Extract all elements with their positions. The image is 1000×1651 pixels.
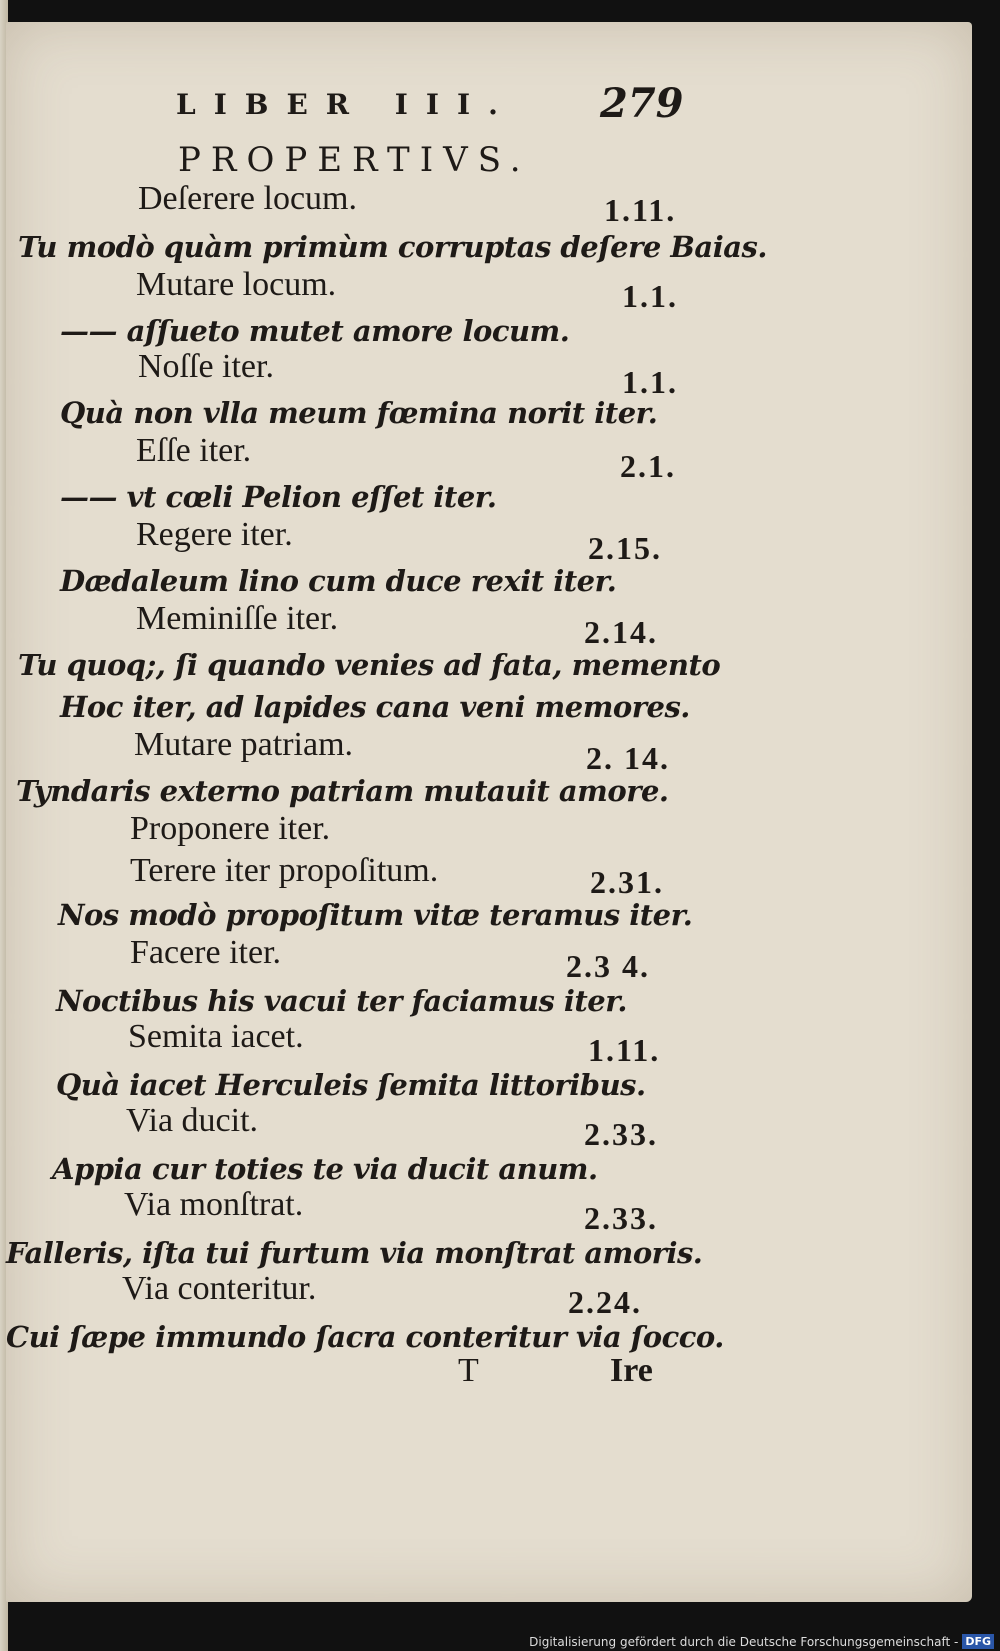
entry-ref: 2.1. — [620, 448, 676, 484]
running-head: LIBER III. — [176, 88, 516, 121]
entry-quote: Nos modò propoſitum vitæ teramus iter. — [58, 898, 693, 932]
entry-quote: Appia cur toties te via ducit anum. — [52, 1152, 598, 1186]
entry-ref: 2.31. — [590, 864, 664, 900]
entry-phrase: Via monſtrat. — [124, 1186, 304, 1223]
entry-ref: 2.15. — [588, 530, 662, 566]
entry-ref: 2. 14. — [586, 740, 670, 776]
entry-phrase: Terere iter propoſitum. — [130, 852, 439, 889]
entry-quote: Tyndaris externo patriam mutauit amore. — [16, 774, 669, 808]
entry-quote: —— aſſueto mutet amore locum. — [60, 314, 570, 348]
entry-ref: 2.14. — [584, 614, 658, 650]
entry-ref: 1.1. — [622, 364, 678, 400]
catchword: Ire — [610, 1352, 653, 1389]
entry-quote: Tu modò quàm primùm corruptas deſere Baias. — [18, 230, 767, 264]
entry-quote: Hoc iter, ad lapides cana veni memores. — [60, 690, 690, 724]
entry-ref: 2.3 4. — [566, 948, 650, 984]
entry-quote: Falleris, iſta tui furtum via monſtrat amoris. — [6, 1236, 703, 1270]
entry-quote: Cui ſæpe immundo ſacra conteritur via ſocco. — [6, 1320, 724, 1354]
signature-mark: T — [458, 1352, 479, 1389]
entry-ref: 2.33. — [584, 1116, 658, 1152]
entry-phrase: Regere iter. — [136, 516, 293, 553]
entry-phrase: Mutare locum. — [136, 266, 337, 303]
dfg-logo: DFG — [962, 1634, 994, 1649]
entry-phrase: Eſſe iter. — [136, 432, 252, 469]
entry-ref: 1.11. — [604, 192, 677, 228]
entry-quote: Dædaleum lino cum duce rexit iter. — [60, 564, 617, 598]
section-title: PROPERTIVS. — [178, 140, 531, 180]
book-page — [6, 22, 972, 1602]
entry-phrase: Via conteritur. — [122, 1270, 317, 1307]
entry-quote: —— vt cœli Pelion eſſet iter. — [60, 480, 497, 514]
entry-ref: 1.1. — [622, 278, 678, 314]
entry-ref: 2.24. — [568, 1284, 642, 1320]
entry-phrase: Semita iacet. — [128, 1018, 304, 1055]
page-number: 279 — [600, 80, 684, 127]
entry-quote: Tu quoq;, ſi quando venies ad fata, memento — [18, 648, 721, 682]
entry-quote: Noctibus his vacui ter faciamus iter. — [56, 984, 627, 1018]
entry-phrase: Via ducit. — [126, 1102, 259, 1139]
entry-quote: Quà non vlla meum fœmina norit iter. — [60, 396, 658, 430]
entry-phrase: Noſſe iter. — [138, 348, 274, 385]
entry-phrase: Meminiſſe iter. — [136, 600, 339, 637]
entry-phrase: Facere iter. — [130, 934, 282, 971]
entry-quote: Quà iacet Herculeis ſemita littoribus. — [56, 1068, 646, 1102]
entry-phrase: Deſerere locum. — [138, 180, 357, 217]
credit-text: Digitalisierung gefördert durch die Deutsche Forschungsgemeinschaft - — [529, 1634, 959, 1649]
entry-ref: 1.11. — [588, 1032, 661, 1068]
digitization-credit — [529, 1634, 994, 1649]
entry-phrase: Proponere iter. — [130, 810, 331, 847]
entry-ref: 2.33. — [584, 1200, 658, 1236]
entry-phrase: Mutare patriam. — [134, 726, 354, 763]
